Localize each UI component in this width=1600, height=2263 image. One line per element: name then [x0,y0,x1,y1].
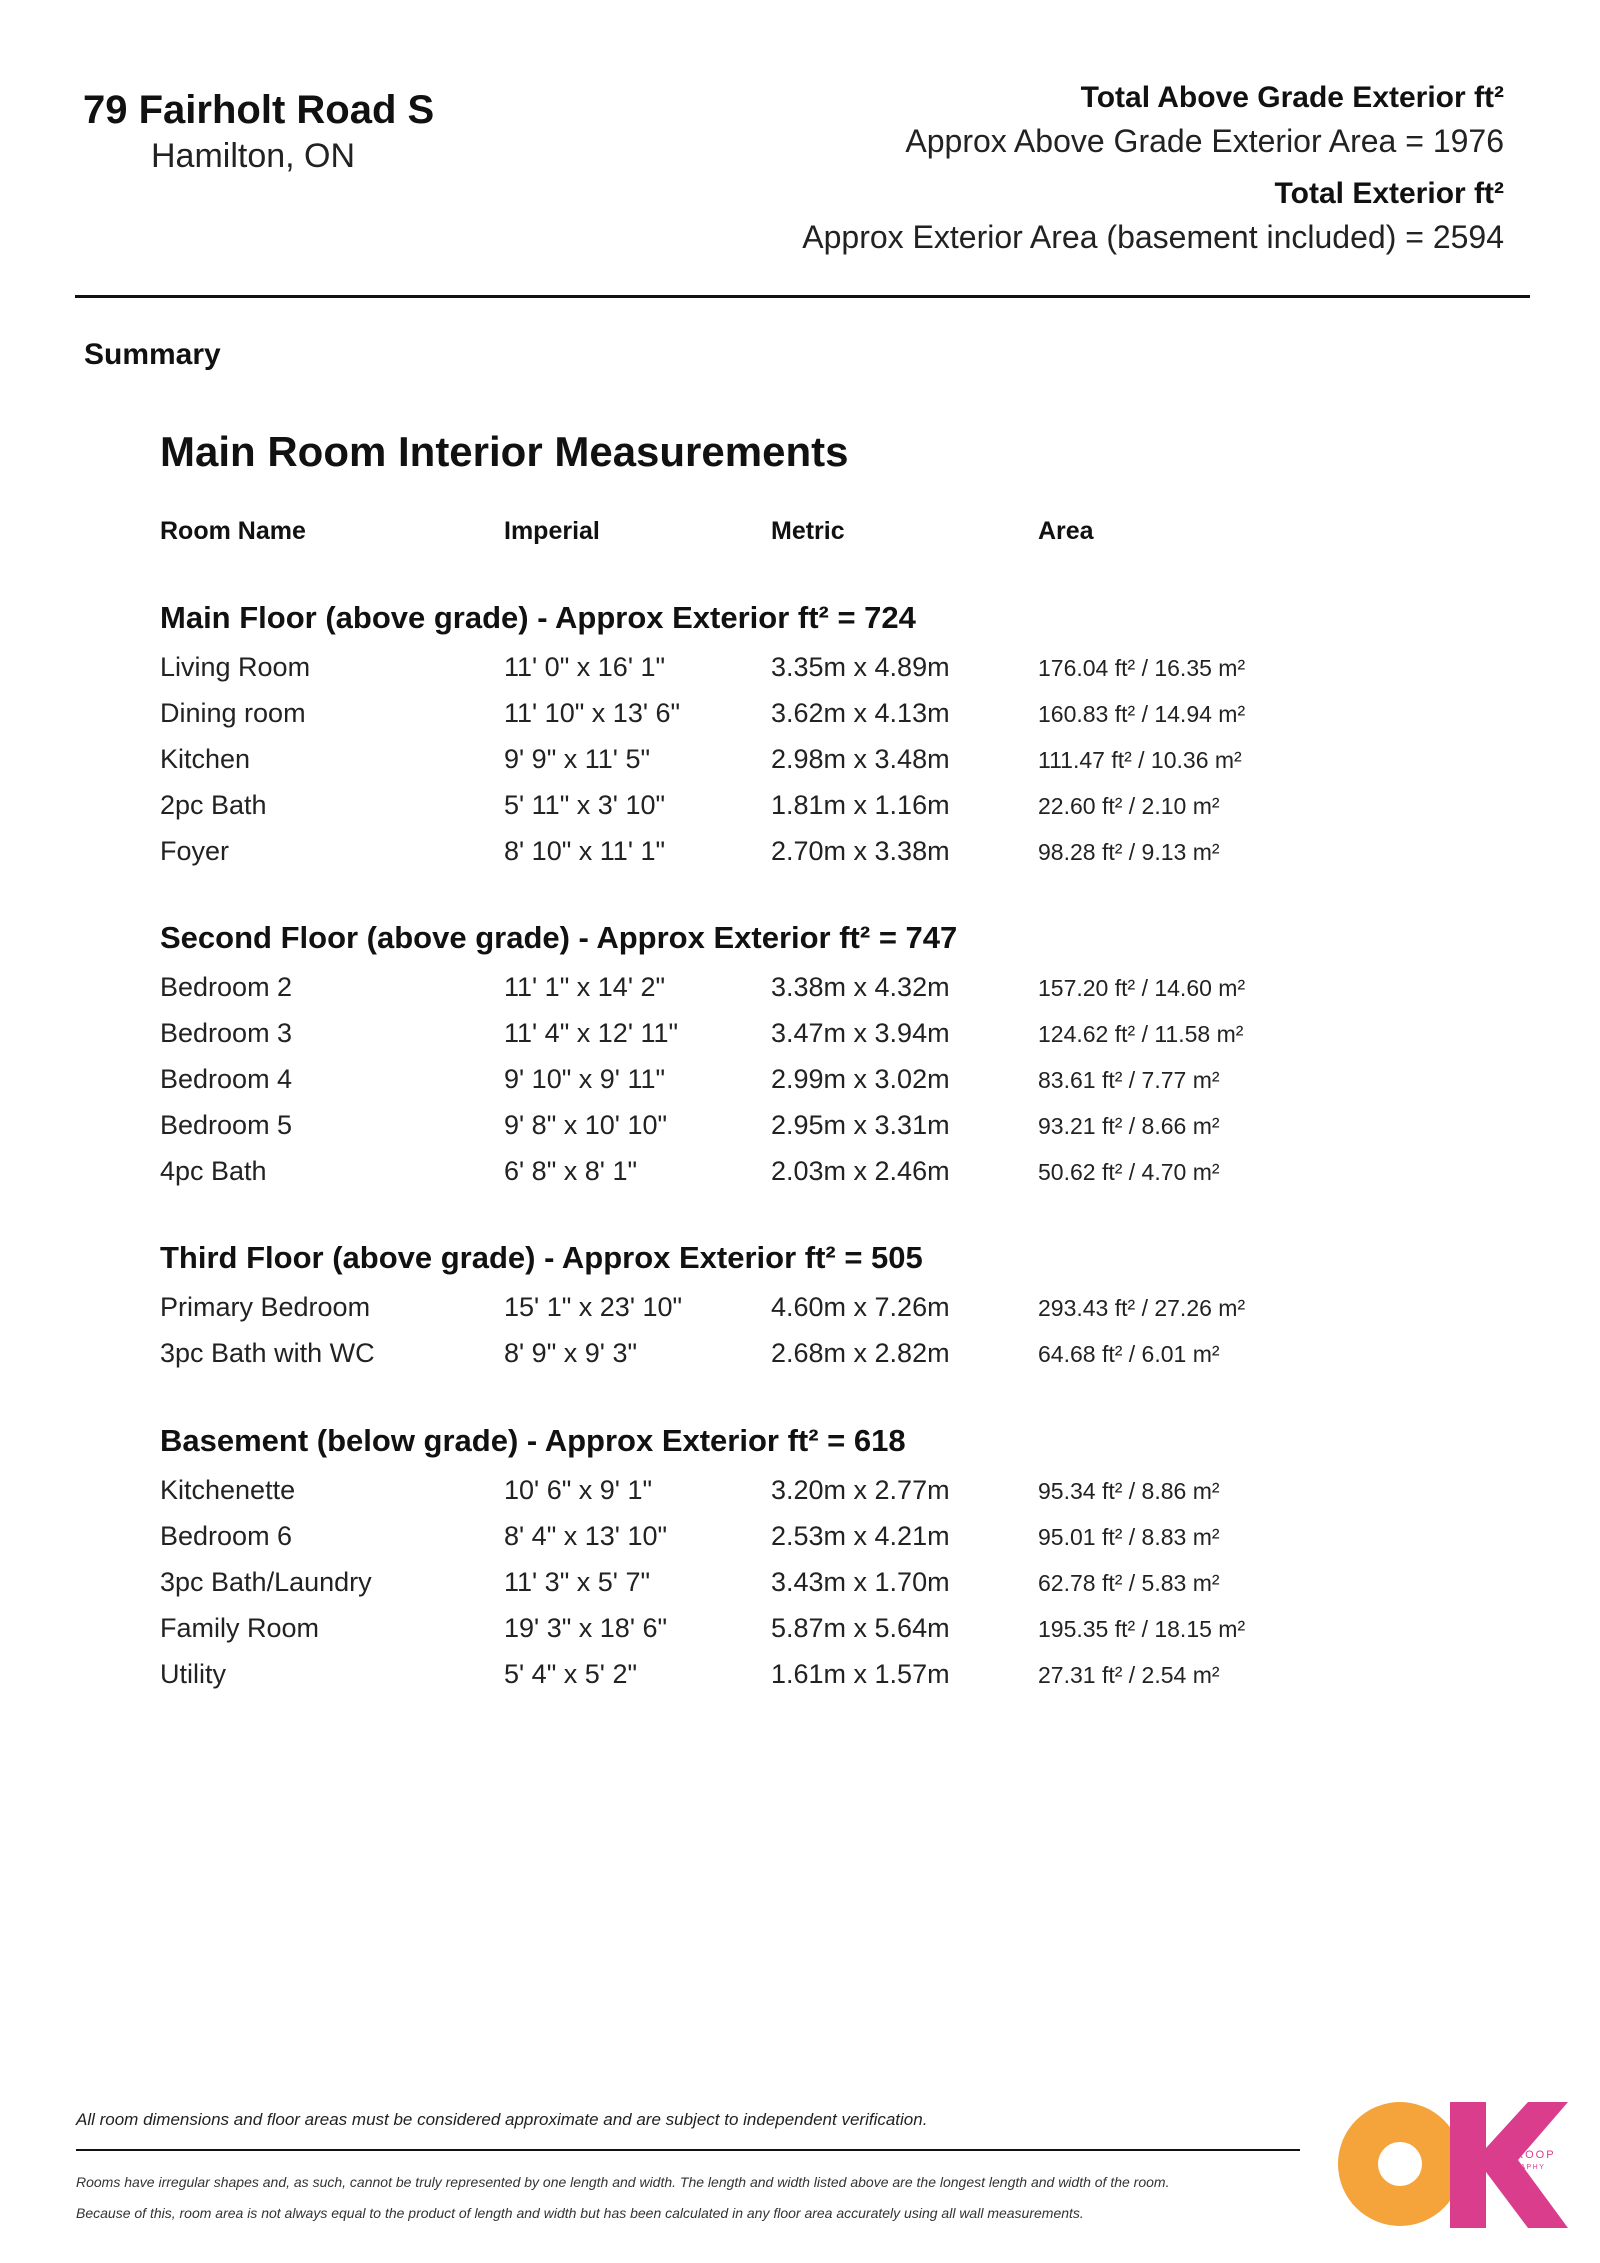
section-title: Third Floor (above grade) - Approx Exterior ft² = 505 [160,1240,923,1275]
table-row [0,972,1600,1012]
room-name: Family Room [160,1613,320,1643]
room-imperial: 11' 10" x 13' 6" [504,698,681,728]
room-name: Bedroom 5 [160,1110,293,1140]
table-row [0,652,1600,692]
room-imperial: 9' 9" x 11' 5" [504,744,651,774]
room-name: Bedroom 2 [160,972,293,1002]
room-imperial: 11' 4" x 12' 11" [504,1018,679,1048]
footer-divider [76,2149,1300,2151]
room-area: 176.04 ft² / 16.35 m² [1038,655,1246,681]
table-row [0,1156,1600,1196]
room-imperial: 11' 3" x 5' 7" [504,1567,651,1597]
room-imperial: 8' 4" x 13' 10" [504,1521,668,1551]
logo-o-hole [1378,2142,1422,2186]
room-imperial: 15' 1" x 23' 10" [504,1292,683,1322]
room-name: Dining room [160,698,306,728]
room-imperial: 5' 11" x 3' 10" [504,790,666,820]
table-row [0,1292,1600,1332]
room-name: Bedroom 4 [160,1064,293,1094]
footnote-line-2: Because of this, room area is not always equal to the product of length and width but has been calculated in any floor area accurately using all wall measurements. [76,2205,1084,2221]
room-name: Utility [160,1659,226,1689]
room-metric: 3.20m x 2.77m [771,1475,950,1505]
table-row [0,1567,1600,1607]
room-name: Primary Bedroom [160,1292,371,1322]
city: Hamilton, ON [151,137,356,175]
table-row [0,836,1600,876]
room-metric: 4.60m x 7.26m [771,1292,950,1322]
table-row [0,1613,1600,1653]
room-metric: 2.53m x 4.21m [771,1521,950,1551]
room-area: 83.61 ft² / 7.77 m² [1038,1067,1220,1093]
column-header-imperial: Imperial [504,517,600,545]
property-address [83,85,434,177]
above-grade-value: Approx Above Grade Exterior Area = 1976 [905,123,1504,159]
room-imperial: 11' 1" x 14' 2" [504,972,666,1002]
room-name: Living Room [160,652,311,682]
room-area: 293.43 ft² / 27.26 m² [1038,1295,1246,1321]
section-title: Second Floor (above grade) - Approx Exterior ft² = 747 [160,920,958,955]
room-area: 157.20 ft² / 14.60 m² [1038,975,1246,1001]
room-area: 22.60 ft² / 2.10 m² [1038,793,1220,819]
room-area: 64.68 ft² / 6.01 m² [1038,1341,1220,1367]
room-area: 195.35 ft² / 18.15 m² [1038,1616,1246,1642]
room-imperial: 9' 10" x 9' 11" [504,1064,666,1094]
total-exterior-value: Approx Exterior Area (basement included) = 2594 [802,219,1504,255]
table-row [0,1338,1600,1378]
disclaimer: All room dimensions and floor areas must be considered approximate and are subject to independent verification. [76,2110,928,2129]
room-imperial: 5' 4" x 5' 2" [504,1659,638,1689]
room-name: Bedroom 6 [160,1521,293,1551]
room-area: 62.78 ft² / 5.83 m² [1038,1570,1220,1596]
room-imperial: 9' 8" x 10' 10" [504,1110,668,1140]
section-title: Main Floor (above grade) - Approx Exterior ft² = 724 [160,600,916,635]
table-row [0,790,1600,830]
room-metric: 2.70m x 3.38m [771,836,950,866]
room-imperial: 8' 9" x 9' 3" [504,1338,638,1368]
column-header-room-name: Room Name [160,517,306,545]
room-metric: 3.43m x 1.70m [771,1567,950,1597]
room-metric: 2.98m x 3.48m [771,744,950,774]
footnote-line-1: Rooms have irregular shapes and, as such, cannot be truly represented by one length and width. The length and width listed above are the longest length and width of the room. [76,2174,1170,2190]
table-row [0,1018,1600,1058]
room-metric: 1.61m x 1.57m [771,1659,950,1689]
room-area: 98.28 ft² / 9.13 m² [1038,839,1220,865]
room-metric: 3.35m x 4.89m [771,652,950,682]
street-address: 79 Fairholt Road S [83,88,435,132]
room-area: 95.34 ft² / 8.86 m² [1038,1478,1220,1504]
page-title: Main Room Interior Measurements [160,428,849,475]
room-metric: 2.99m x 3.02m [771,1064,950,1094]
table-row [0,1064,1600,1104]
column-header-area: Area [1038,517,1094,545]
summary-heading: Summary [84,338,221,371]
room-name: 3pc Bath/Laundry [160,1567,372,1597]
column-header-metric: Metric [771,517,845,545]
room-imperial: 8' 10" x 11' 1" [504,836,666,866]
table-row [0,698,1600,738]
room-area: 111.47 ft² / 10.36 m² [1038,747,1242,773]
logo-brand-text: CATHY KOOP [1464,2149,1556,2161]
section-title: Basement (below grade) - Approx Exterior ft² = 618 [160,1423,906,1458]
room-name: Kitchenette [160,1475,296,1505]
room-imperial: 10' 6" x 9' 1" [504,1475,653,1505]
room-area: 50.62 ft² / 4.70 m² [1038,1159,1220,1185]
room-metric: 2.03m x 2.46m [771,1156,950,1186]
table-row [0,1521,1600,1561]
room-area: 95.01 ft² / 8.83 m² [1038,1524,1220,1550]
above-grade-label: Total Above Grade Exterior ft² [1080,81,1504,114]
exterior-totals [802,78,1504,270]
room-area: 124.62 ft² / 11.58 m² [1038,1021,1244,1047]
table-row [0,1659,1600,1699]
table-row [0,1475,1600,1515]
table-row [0,1110,1600,1150]
room-name: Bedroom 3 [160,1018,293,1048]
table-row [0,744,1600,784]
room-area: 27.31 ft² / 2.54 m² [1038,1662,1220,1688]
room-metric: 5.87m x 5.64m [771,1613,950,1643]
total-exterior-label: Total Exterior ft² [1274,177,1504,210]
header-divider [75,295,1530,298]
room-imperial: 19' 3" x 18' 6" [504,1613,668,1643]
logo-sub-text: PHOTOGRAPHY [1474,2164,1546,2171]
room-name: Foyer [160,836,230,866]
room-imperial: 6' 8" x 8' 1" [504,1156,638,1186]
room-name: Kitchen [160,744,251,774]
room-metric: 2.68m x 2.82m [771,1338,950,1368]
room-metric: 3.38m x 4.32m [771,972,950,1002]
room-metric: 1.81m x 1.16m [771,790,950,820]
room-name: 2pc Bath [160,790,267,820]
room-area: 160.83 ft² / 14.94 m² [1038,701,1246,727]
room-metric: 3.62m x 4.13m [771,698,950,728]
room-area: 93.21 ft² / 8.66 m² [1038,1113,1220,1139]
logo-letters: OK [338,1100,340,1101]
room-metric: 3.47m x 3.94m [771,1018,950,1048]
room-name: 4pc Bath [160,1156,267,1186]
room-name: 3pc Bath with WC [160,1338,375,1368]
room-metric: 2.95m x 3.31m [771,1110,950,1140]
room-imperial: 11' 0" x 16' 1" [504,652,666,682]
